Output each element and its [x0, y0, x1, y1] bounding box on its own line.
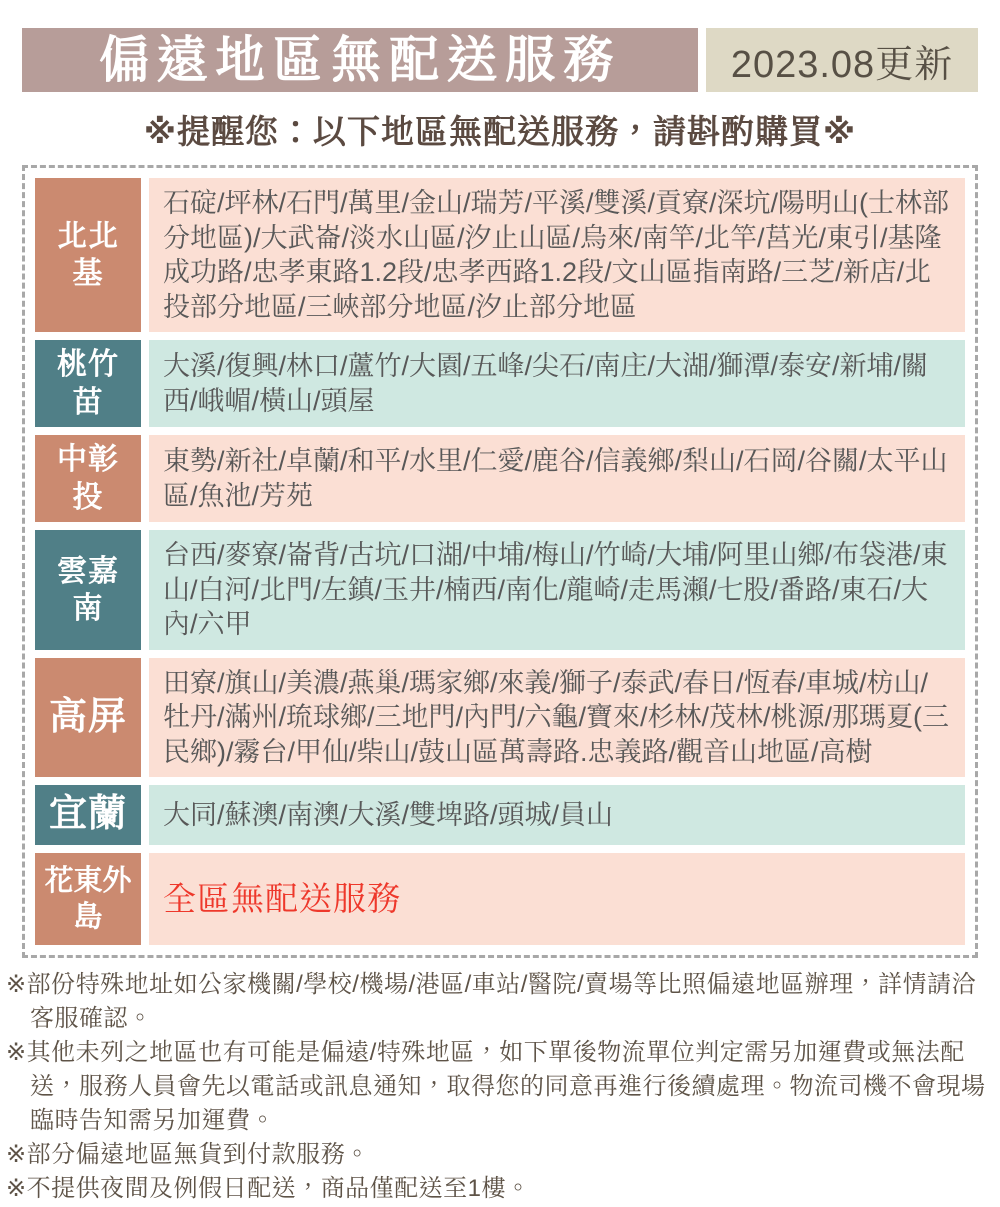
update-date-badge: 2023.08更新	[706, 28, 978, 92]
region-label: 雲嘉南	[35, 530, 141, 650]
note-item: ※部分偏遠地區無貨到付款服務。	[6, 1141, 370, 1169]
table-row-yilan	[35, 785, 965, 845]
table-row-beibeiji	[35, 178, 965, 332]
table-row-huadong-outlying	[35, 853, 965, 945]
region-areas: 大同/蘇澳/南澳/大溪/雙埤路/頭城/員山	[149, 785, 965, 845]
page-title: 偏遠地區無配送服務	[22, 28, 698, 92]
region-areas: 大溪/復興/林口/蘆竹/大園/五峰/尖石/南庄/大湖/獅潭/泰安/新埔/關西/峨嵋/橫山/頭屋	[149, 340, 965, 427]
region-areas: 田寮/旗山/美濃/燕巢/瑪家鄉/來義/獅子/泰武/春日/恆春/車城/枋山/牡丹/滿州/琉球鄉/三地門/內門/六龜/寶來/杉林/茂林/桃源/那瑪夏(三民鄉)/霧台/甲仙/柴山/鼓山區萬壽路.忠義路/觀音山地區/高樹	[149, 658, 965, 778]
region-label: 高屏	[35, 658, 141, 778]
region-table	[22, 165, 978, 958]
region-label: 桃竹苗	[35, 340, 141, 427]
reminder-subtitle: ※提醒您：以下地區無配送服務，請斟酌購買※	[143, 113, 857, 150]
note-item: ※不提供夜間及例假日配送，商品僅配送至1樓。	[6, 1175, 531, 1203]
footer-notes	[6, 968, 994, 1207]
note-item: ※其他未列之地區也有可能是偏遠/特殊地區，如下單後物流單位判定需另加運費或無法配送，服務人員會先以電話或訊息通知，取得您的同意再進行後續處理。物流司機不會現場臨時告知需另加運費。	[6, 1039, 986, 1135]
table-row-taozhumiao	[35, 340, 965, 427]
table-row-zhongzhangtou	[35, 435, 965, 522]
table-row-yunjianan	[35, 530, 965, 650]
region-label: 花東外島	[35, 853, 141, 945]
table-row-gaoping	[35, 658, 965, 778]
region-label: 宜蘭	[35, 785, 141, 845]
region-label: 中彰投	[35, 435, 141, 522]
region-areas: 東勢/新社/卓蘭/和平/水里/仁愛/鹿谷/信義鄉/梨山/石岡/谷關/太平山區/魚池/芳苑	[149, 435, 965, 522]
region-areas-no-service: 全區無配送服務	[149, 853, 965, 945]
region-areas: 石碇/坪林/石門/萬里/金山/瑞芳/平溪/雙溪/貢寮/深坑/陽明山(士林部分地區)/大武崙/淡水山區/汐止山區/烏來/南竿/北竿/莒光/東引/基隆成功路/忠孝東路1.2段/忠孝西路1.2段/文山區指南路/三芝/新店/北投部分地區/三峽部分地區/汐止部分地區	[149, 178, 965, 332]
header	[0, 28, 1000, 92]
note-item: ※部份特殊地址如公家機關/學校/機場/港區/車站/醫院/賣場等比照偏遠地區辦理，詳情請洽客服確認。	[6, 970, 977, 1033]
region-areas: 台西/麥寮/崙背/古坑/口湖/中埔/梅山/竹崎/大埔/阿里山鄉/布袋港/東山/白河/北門/左鎮/玉井/楠西/南化/龍崎/走馬瀨/七股/番路/東石/大內/六甲	[149, 530, 965, 650]
region-label: 北北基	[35, 178, 141, 332]
